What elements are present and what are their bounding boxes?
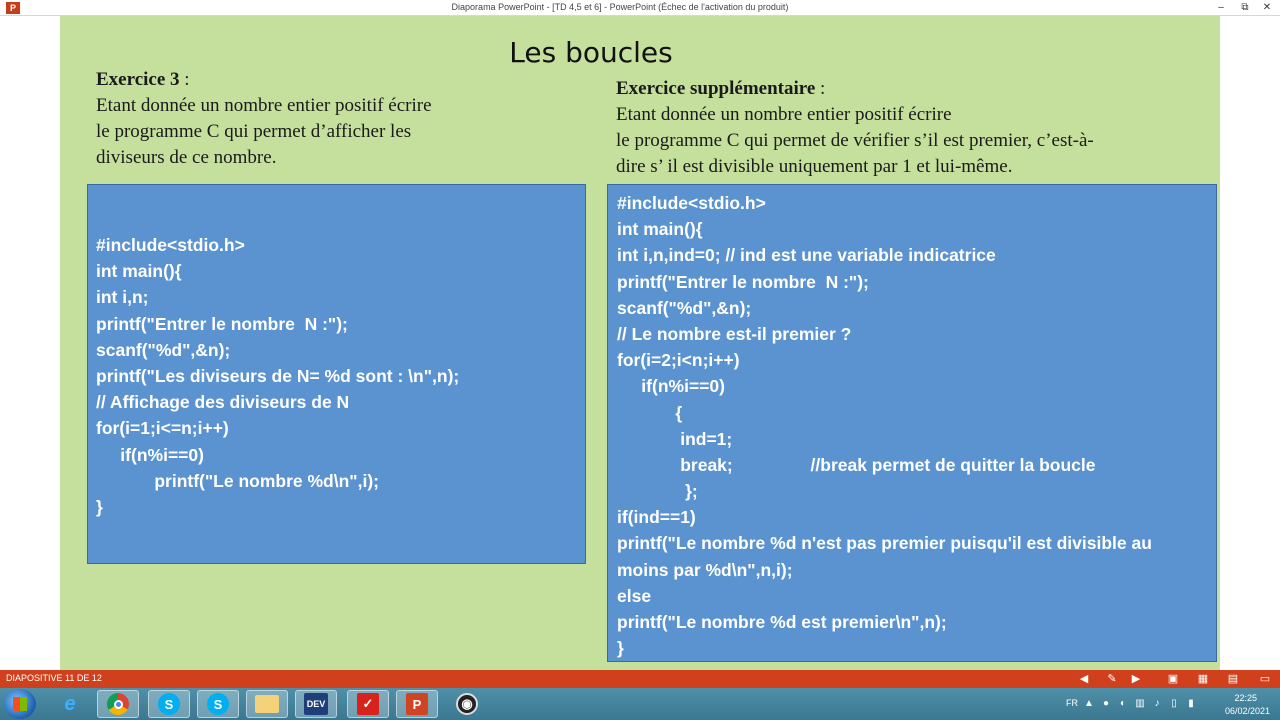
window-titlebar bbox=[0, 0, 1280, 16]
clock-date[interactable]: 06/02/2021 bbox=[1224, 706, 1270, 716]
code-line: if(n%i==0) bbox=[96, 444, 204, 465]
code-line: #include<stdio.h> bbox=[96, 235, 245, 255]
window-title: Diaporama PowerPoint - [TD 4,5 et 6] - PowerPoint (Échec de l'activation du produit) bbox=[451, 2, 789, 12]
code-line: int i,n; bbox=[96, 287, 149, 308]
code-line: printf("Le nombre %d est premier\n",n); bbox=[617, 612, 947, 632]
tray-app-icon[interactable]: ◐ bbox=[1119, 698, 1127, 709]
windows-logo-icon bbox=[13, 697, 27, 711]
code-line: for(i=1;i<=n;i++) bbox=[96, 418, 229, 439]
internet-explorer-icon: e bbox=[64, 692, 76, 715]
start-button[interactable] bbox=[4, 689, 36, 719]
code-line: } bbox=[96, 496, 103, 517]
taskbar-ie[interactable] bbox=[49, 690, 91, 718]
normal-view-icon[interactable]: ▣ bbox=[1167, 673, 1179, 685]
taskbar-skype-2[interactable] bbox=[197, 690, 239, 718]
code-line: scanf("%d",&n); bbox=[96, 339, 231, 360]
slideshow-stage bbox=[0, 16, 1280, 670]
slide-sorter-icon[interactable]: ▦ bbox=[1197, 673, 1209, 685]
slide[interactable] bbox=[60, 16, 1220, 670]
previous-slide-icon[interactable]: ◀ bbox=[1079, 673, 1089, 685]
skype-icon: S bbox=[207, 693, 229, 715]
code-line: { bbox=[617, 402, 683, 423]
exercise-sup-text bbox=[616, 76, 1200, 180]
code-line: moins par %d\n",n,i); bbox=[617, 559, 793, 580]
exercise-3-heading: Exercice 3 bbox=[96, 69, 180, 90]
exercise-3-text bbox=[96, 67, 516, 171]
exercise-3-line: Etant donnée un nombre entier positif écrire bbox=[96, 95, 432, 116]
exercise-sup-heading: Exercice supplémentaire bbox=[616, 78, 816, 99]
code-line: printf("Entrer le nombre N :"); bbox=[96, 313, 348, 334]
next-slide-icon[interactable]: ▶ bbox=[1131, 673, 1141, 685]
code-line: printf("Les diviseurs de N= %d sont : \n",n); bbox=[96, 365, 460, 386]
network-icon[interactable]: ▥ bbox=[1135, 698, 1145, 709]
tray-app-icon[interactable]: ● bbox=[1102, 698, 1110, 709]
clock-time[interactable]: 22:25 bbox=[1234, 693, 1257, 703]
code-line: break; //break permet de quitter la boucle bbox=[617, 454, 1096, 475]
volume-icon[interactable]: ♪ bbox=[1154, 698, 1160, 709]
minimize-button[interactable]: – bbox=[1218, 2, 1224, 13]
reading-view-icon[interactable]: ▤ bbox=[1227, 673, 1239, 685]
code-line: printf("Entrer le nombre N :"); bbox=[617, 271, 869, 292]
exercise-3-line: le programme C qui permet d’afficher les bbox=[96, 121, 412, 142]
code-line: printf("Le nombre %d\n",i); bbox=[96, 470, 379, 491]
code-line: scanf("%d",&n); bbox=[617, 297, 752, 318]
signal-icon[interactable]: ▮ bbox=[1188, 698, 1194, 709]
code-line: for(i=2;i<n;i++) bbox=[617, 350, 740, 371]
slide-title: Les boucles bbox=[509, 36, 673, 69]
slideshow-view-icon[interactable]: ▭ bbox=[1259, 673, 1271, 685]
action-center-icon[interactable]: ▯ bbox=[1171, 698, 1177, 709]
code-line: int main(){ bbox=[96, 261, 182, 282]
code-line: else bbox=[617, 585, 652, 606]
taskbar-chrome[interactable] bbox=[97, 690, 139, 718]
exercise-3-line: diviseurs de ce nombre. bbox=[96, 147, 277, 168]
taskbar-skype-1[interactable] bbox=[148, 690, 190, 718]
code-line: // Le nombre est-il premier ? bbox=[617, 323, 852, 344]
code-line: int i,n,ind=0; // ind est une variable indicatrice bbox=[617, 245, 996, 266]
code-line: if(ind==1) bbox=[617, 507, 696, 528]
slide-counter: DIAPOSITIVE 11 DE 12 bbox=[6, 673, 102, 683]
code-line: if(n%i==0) bbox=[617, 376, 725, 397]
code-line: #include<stdio.h> bbox=[617, 193, 766, 213]
windows-taskbar bbox=[0, 688, 1280, 720]
code-line: } bbox=[617, 638, 624, 659]
code-line: }; bbox=[617, 481, 698, 502]
language-indicator[interactable]: FR bbox=[1066, 698, 1078, 708]
powerpoint-app-icon[interactable]: P bbox=[6, 2, 20, 14]
code-box-exercise-sup bbox=[607, 184, 1217, 662]
taskbar-acrobat[interactable] bbox=[347, 690, 389, 718]
obs-icon: ◉ bbox=[456, 693, 478, 715]
show-hidden-icons-icon[interactable]: ▲ bbox=[1084, 698, 1094, 709]
taskbar-powerpoint[interactable] bbox=[396, 690, 438, 718]
exercise-3-heading-colon: : bbox=[179, 69, 190, 90]
taskbar-explorer[interactable] bbox=[246, 690, 288, 718]
taskbar-devcpp[interactable] bbox=[295, 690, 337, 718]
exercise-sup-heading-colon: : bbox=[815, 78, 826, 99]
slideshow-statusbar bbox=[0, 670, 1280, 688]
exercise-sup-line: Etant donnée un nombre entier positif écrire bbox=[616, 104, 952, 125]
powerpoint-icon: P bbox=[406, 693, 428, 715]
exercise-sup-line: dire s’ il est divisible uniquement par 1 et lui-même. bbox=[616, 156, 1013, 177]
code-line: // Affichage des diviseurs de N bbox=[96, 392, 350, 413]
folder-icon bbox=[255, 695, 279, 713]
chrome-icon bbox=[107, 693, 129, 715]
exercise-sup-line: le programme C qui permet de vérifier s’il est premier, c’est-à- bbox=[616, 130, 1094, 151]
close-button[interactable]: ✕ bbox=[1262, 2, 1272, 13]
code-box-exercise-3 bbox=[87, 184, 586, 564]
code-line: printf("Le nombre %d n'est pas premier puisqu'il est divisible au bbox=[617, 533, 1152, 554]
taskbar-obs[interactable] bbox=[446, 690, 488, 718]
code-line: ind=1; bbox=[617, 428, 733, 449]
skype-icon: S bbox=[158, 693, 180, 715]
restore-button[interactable]: ⧉ bbox=[1241, 2, 1249, 13]
code-line: int main(){ bbox=[617, 219, 703, 240]
devcpp-icon: DEV bbox=[304, 693, 328, 715]
pointer-options-icon[interactable]: ✎ bbox=[1107, 673, 1117, 685]
acrobat-icon: ✓ bbox=[357, 693, 379, 715]
